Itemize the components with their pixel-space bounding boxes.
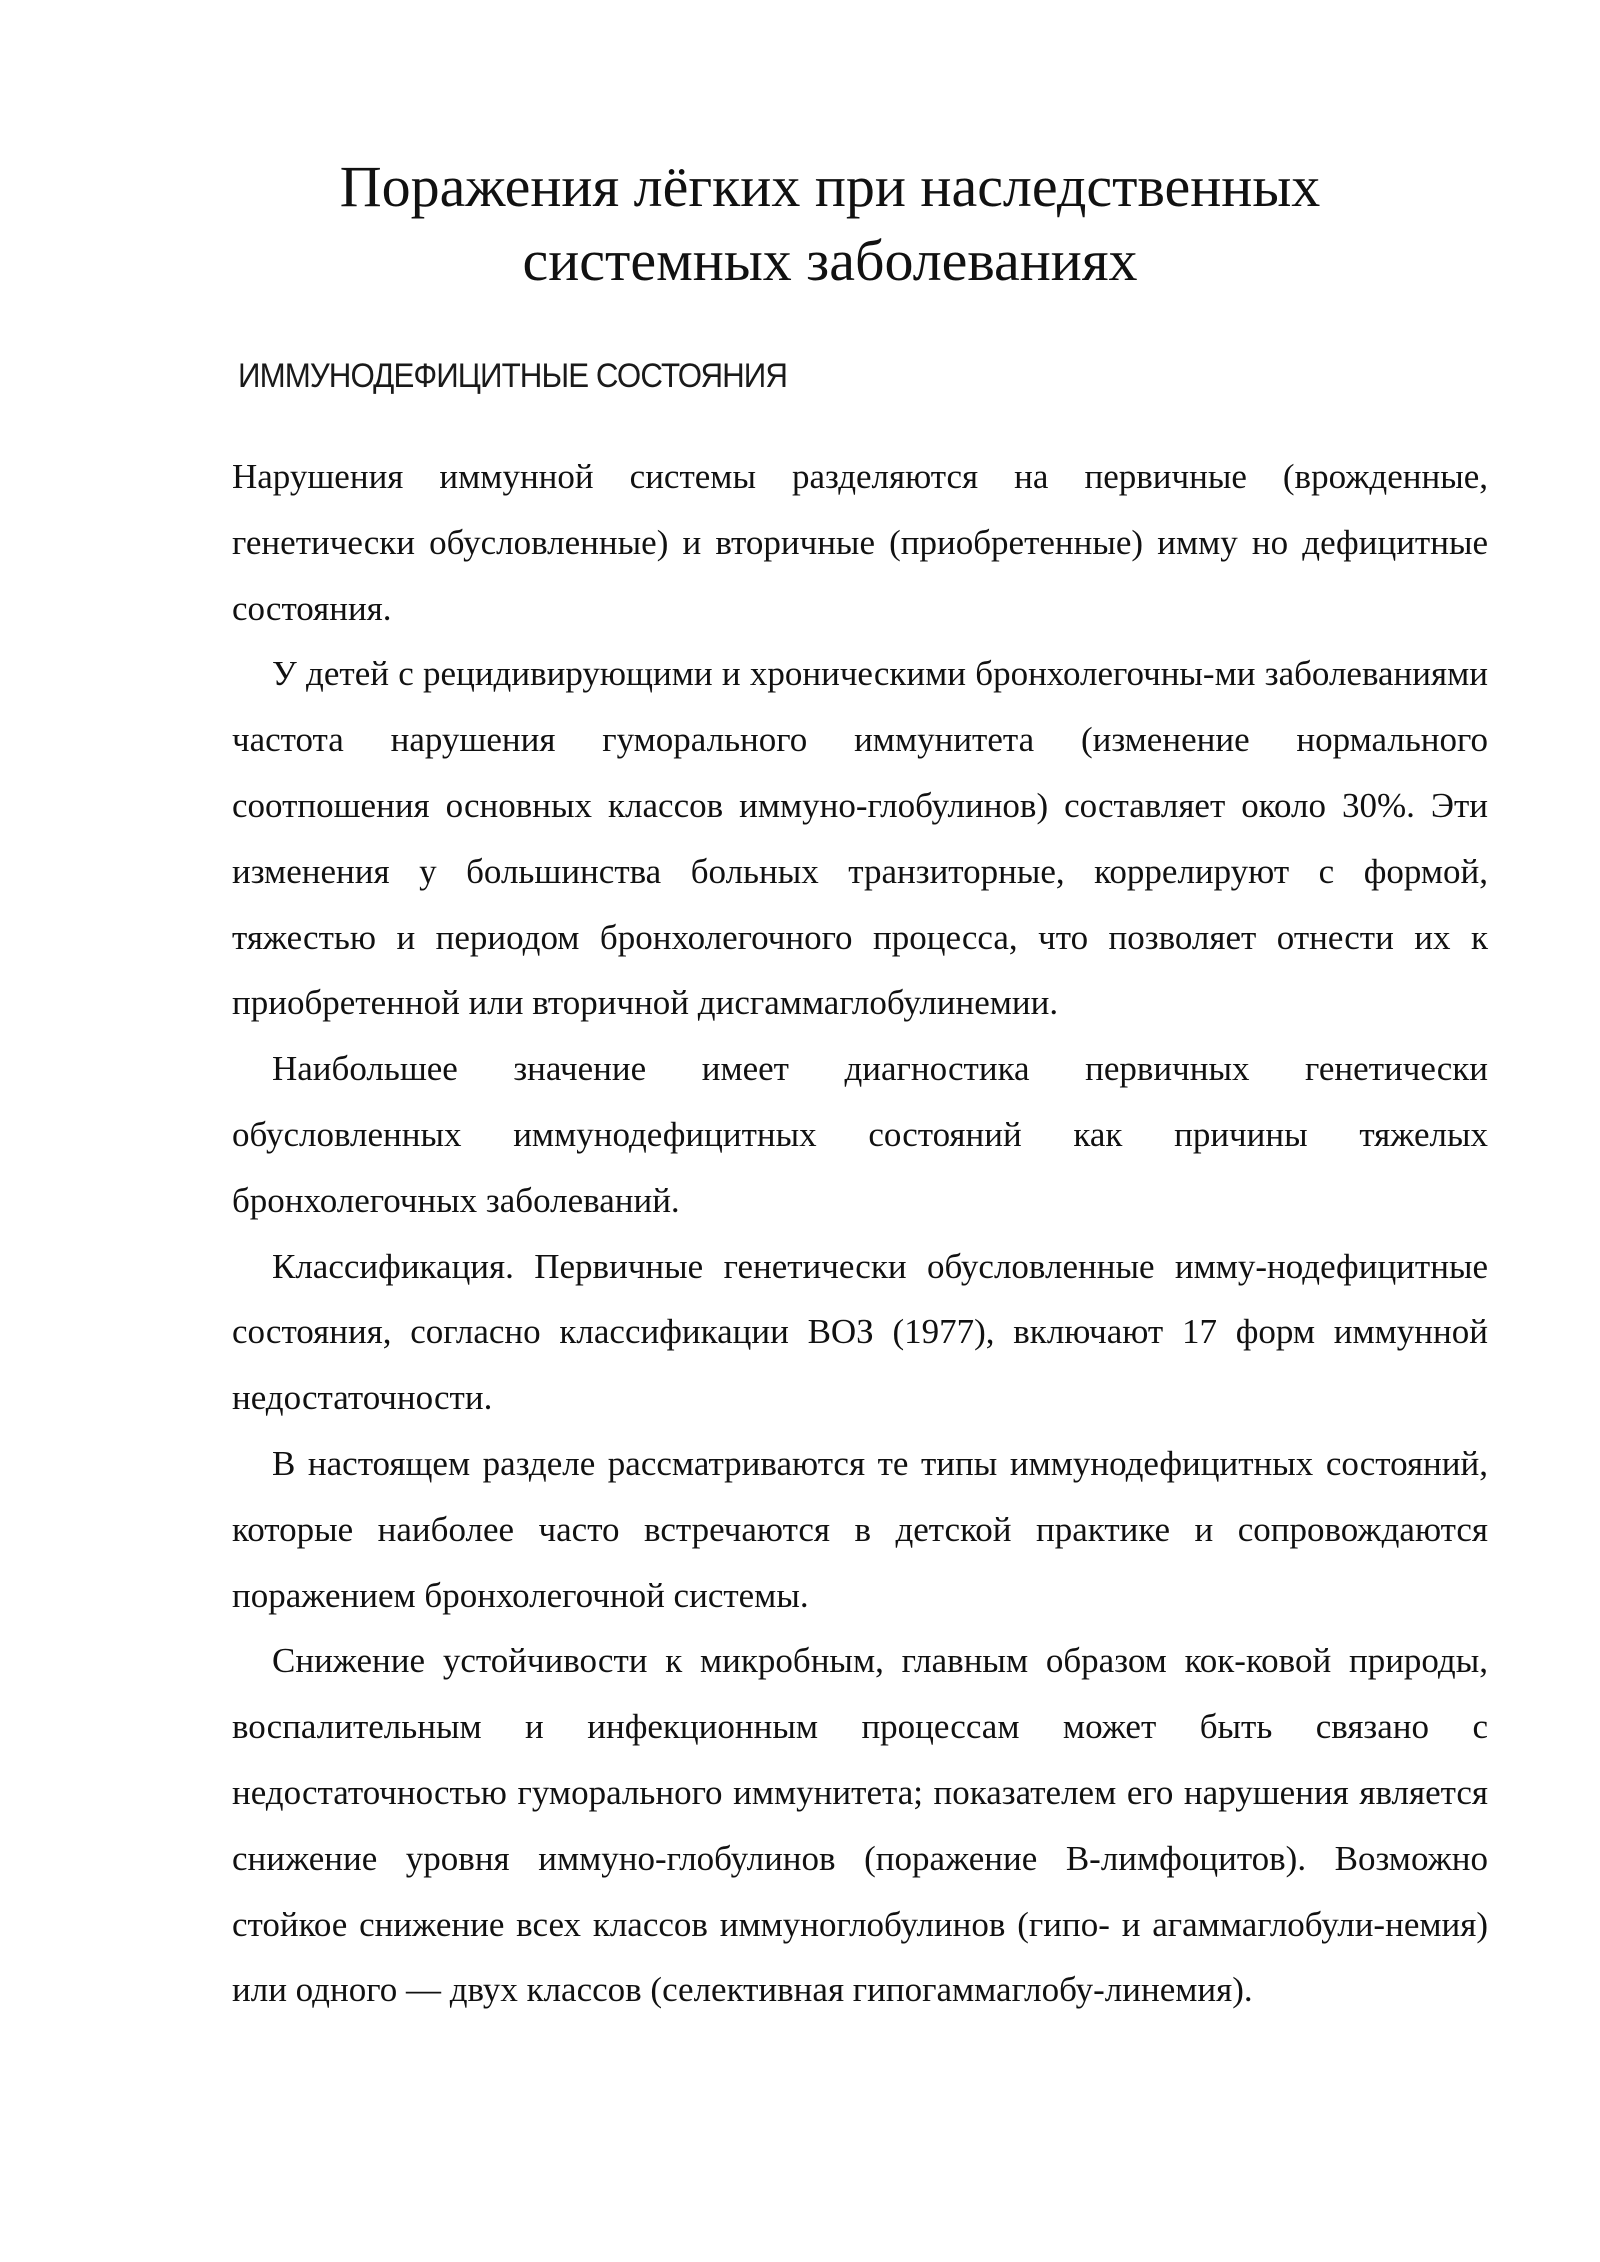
paragraph-6: Снижение устойчивости к микробным, главным образом кок-ковой природы, воспалительным и инфекционным процессам может быть связано с недостаточностью гуморального иммунитета; показателем его нарушения является снижение уровня иммуно-глобулинов (поражение В-лимфоцитов). Возможно стойкое снижение всех классов иммуноглобулинов (гипо- и агаммаглобули-немия) или одного — двух классов (селективная гипогаммаглобу-линемия).: [232, 1641, 1488, 2010]
paragraph-1: Нарушения иммунной системы разделяются на первичные (врожденные, генетически обусловленные) и вторичные (приобретенные) имму но дефицитные состояния.: [232, 457, 1488, 628]
paragraph-5: В настоящем разделе рассматриваются те типы иммунодефицитных состояний, которые наиболее часто встречаются в детской практике и сопровождаются поражением бронхолегочной системы.: [232, 1443, 1488, 1615]
paragraph-2: У детей с рецидивирующими и хроническими бронхолегочны-ми заболеваниями частота нарушения гуморального иммунитета (изменение нормального соотпошения основных классов иммуно-глобулинов) составляет около 30%. Эти изменения у большинства больных транзиторные, коррелируют с формой, тяжестью и периодом бронхолегочного процесса, что позволяет отнести их к приобретенной или вторичной дисгаммаглобулинемии.: [232, 654, 1488, 1023]
document-title: [230, 150, 1430, 298]
document-body: [232, 444, 1488, 2023]
paragraph-4: Классификация. Первичные генетически обусловленные имму-нодефицитные состояния, согласно классификации ВОЗ (1977), включают 17 форм иммунной недостаточности.: [232, 1246, 1488, 1418]
document-title-line-2: системных заболеваниях: [522, 228, 1138, 293]
document-title-line-1: Поражения лёгких при наследственных: [339, 154, 1321, 219]
section-heading: ИММУНОДЕФИЦИТНЫЕ СОСТОЯНИЯ: [238, 357, 788, 395]
paragraph-3: Наибольшее значение имеет диагностика первичных генетически обусловленных иммунодефицитных состояний как причины тяжелых бронхолегочных заболеваний.: [232, 1049, 1488, 1220]
